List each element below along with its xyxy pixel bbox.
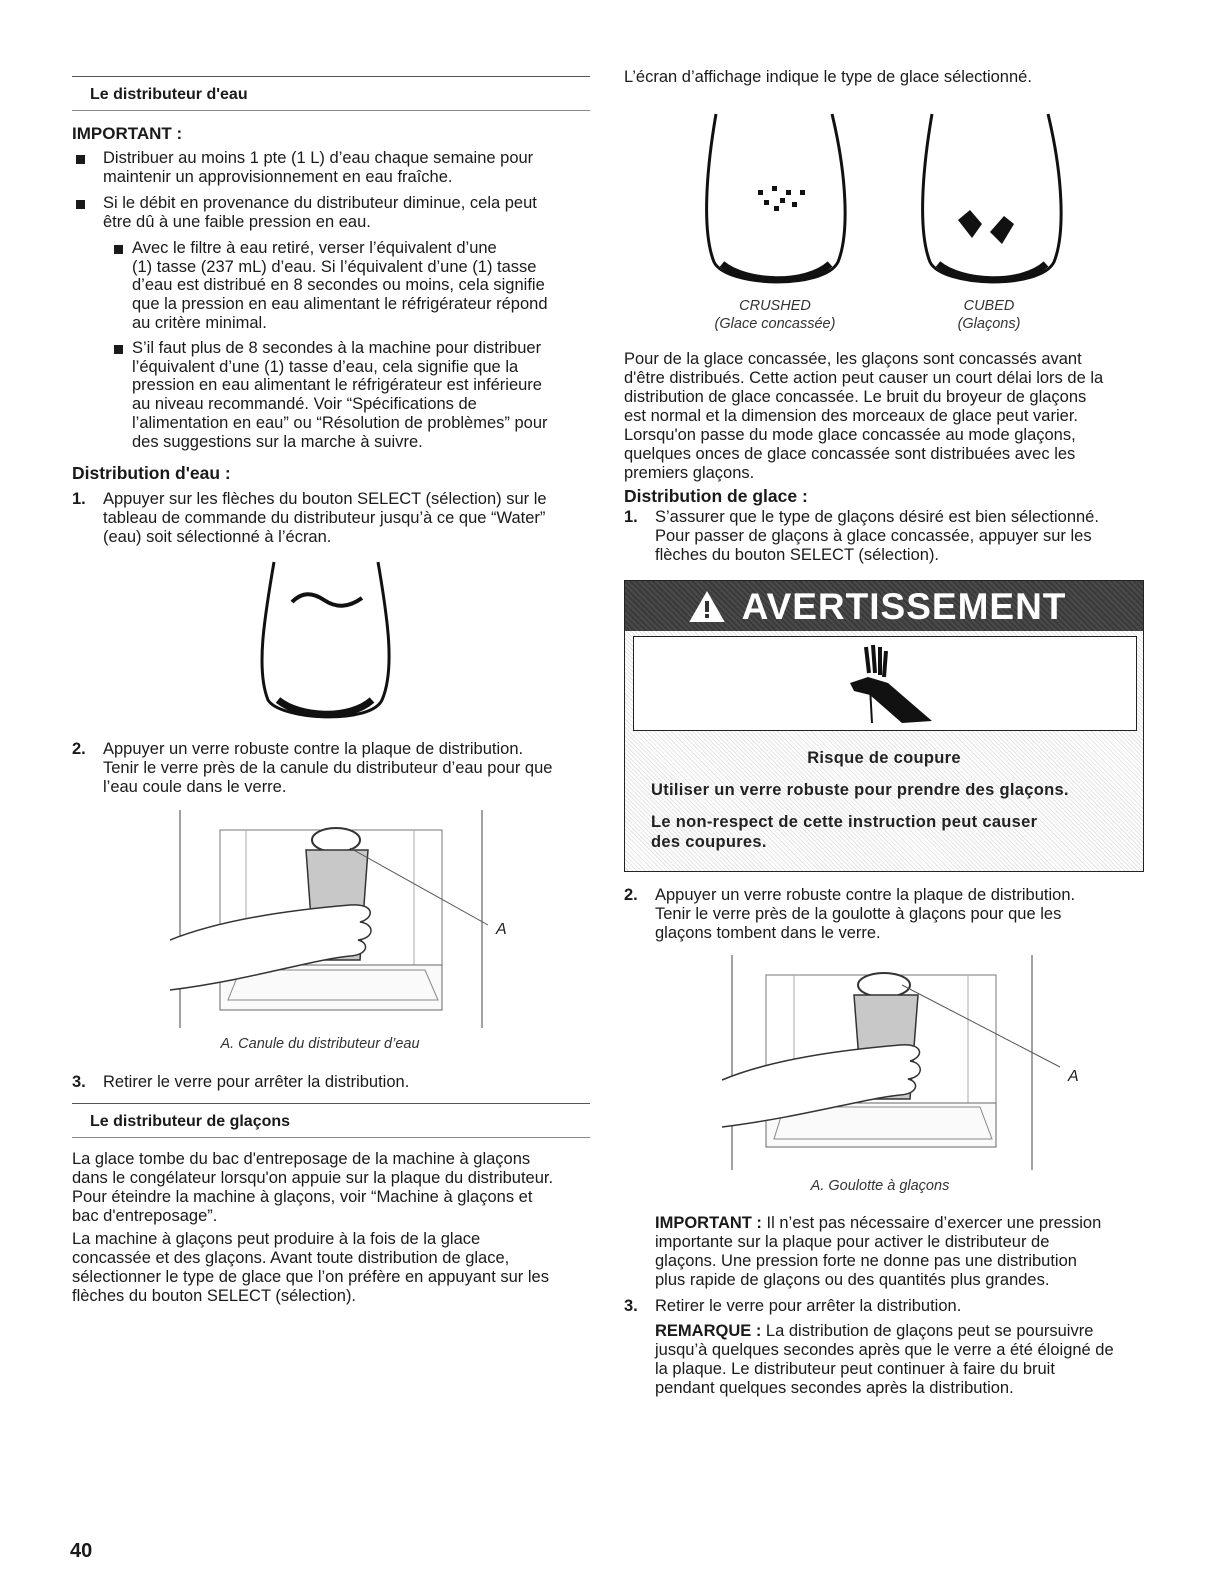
warning-banner	[625, 581, 1143, 631]
warning-box	[624, 580, 1144, 872]
warning-instruction: Utiliser un verre robuste pour prendre des glaçons.	[651, 781, 1069, 799]
important-note: IMPORTANT : Il n’est pas nécessaire d’exercer une pression importante sur la plaque pour activer le distributeur de glaçons. Une pression forte ne donne pas une distribution plus rapide de glaçons ou des quantités plus grandes.	[655, 1214, 1102, 1289]
section-rule	[72, 1103, 590, 1104]
step-number: 2.	[624, 886, 638, 904]
cubed-display-icon	[923, 114, 1062, 282]
warning-symbol-area	[633, 636, 1137, 731]
water-dispense-heading: Distribution d'eau :	[72, 463, 231, 483]
cubed-sublabel: (Glaçons)	[957, 316, 1021, 332]
warning-consequence: des coupures.	[651, 833, 767, 851]
intro-text: L’écran d’affichage indique le type de glace sélectionné.	[624, 68, 1032, 86]
bullet-mark	[114, 245, 123, 254]
step-number: 3.	[72, 1073, 86, 1091]
section-rule	[72, 110, 590, 111]
ice-dispenser-illustration	[722, 955, 1092, 1175]
sub-list-item: S’il faut plus de 8 secondes à la machine pour distribuer l’équivalent d’une (1) tasse d’eau, cela signifie que la pression en eau alimentant le réfrigérateur est inférieure au niveau recommandé. Voir “Spécifications de l’alimentation en eau” ou “Résolution de problèmes” pour des suggestions sur la marche à suivre.	[132, 339, 548, 451]
figure-caption: A. Canule du distributeur d’eau	[220, 1036, 420, 1052]
ice-display-icons	[700, 112, 1070, 302]
page-number: 40	[70, 1540, 93, 1562]
figure-caption: A. Goulotte à glaçons	[810, 1178, 950, 1194]
warning-consequence: Le non-respect de cette instruction peut causer	[651, 813, 1038, 831]
figure-label-a: A	[1068, 1068, 1079, 1085]
sub-list-item: Avec le filtre à eau retiré, verser l’équivalent d’une (1) tasse (237 mL) d’eau. Si l’équivalent d’une (1) tasse d’eau est distribué en 8 secondes ou moins, cela signifie que la pression en eau alimentant le réfrigérateur répond au critère minimal.	[132, 239, 548, 332]
step-number: 1.	[624, 508, 638, 526]
warning-title: AVERTISSEMENT	[741, 586, 1067, 627]
step-number: 2.	[72, 740, 86, 758]
step-text: Retirer le verre pour arrêter la distribution.	[103, 1073, 410, 1091]
important-heading: IMPORTANT :	[72, 124, 183, 143]
bullet-mark	[76, 155, 85, 164]
ice-section-title: Le distributeur de glaçons	[90, 1113, 291, 1130]
important-label: IMPORTANT :	[655, 1214, 762, 1232]
remarque-label: REMARQUE :	[655, 1322, 762, 1340]
crushed-sublabel: (Glace concassée)	[714, 316, 836, 332]
step-text: S’assurer que le type de glaçons désiré est bien sélectionné. Pour passer de glaçons à glace concassée, appuyer sur les flèches du bouton SELECT (sélection).	[655, 508, 1099, 564]
list-item: Si le débit en provenance du distributeur diminue, cela peut être dû à une faible pression en eau.	[103, 194, 537, 231]
crushed-display-icon	[707, 114, 846, 282]
ice-dispense-heading: Distribution de glace :	[624, 486, 808, 506]
step-number: 3.	[624, 1297, 638, 1315]
step-text: Appuyer un verre robuste contre la plaque de distribution. Tenir le verre près de la goulotte à glaçons pour que les glaçons tombent dans le verre.	[655, 886, 1076, 942]
step-text: Appuyer un verre robuste contre la plaque de distribution. Tenir le verre près de la canule du distributeur d’eau pour que l’eau coule dans le verre.	[103, 740, 553, 796]
section-rule	[72, 76, 590, 77]
remarque-note: REMARQUE : La distribution de glaçons peut se poursuivre jusqu’à quelques secondes après que le verre a été éloigné de la plaque. Le distributeur peut continuer à faire du bruit pendant quelques secondes après la distribution.	[655, 1322, 1114, 1397]
paragraph: La glace tombe du bac d'entreposage de la machine à glaçons dans le congélateur lorsqu'on appuie sur la plaque du distributeur. Pour éteindre la machine à glaçons, voir “Machine à glaçons et bac d'entreposage”.	[72, 1150, 554, 1225]
section-rule	[72, 1137, 590, 1138]
bullet-mark	[76, 200, 85, 209]
step-number: 1.	[72, 490, 86, 508]
step-text: Retirer le verre pour arrêter la distribution.	[655, 1297, 962, 1315]
water-dispenser-illustration	[170, 810, 520, 1030]
figure-label-a: A	[496, 921, 507, 938]
water-display-icon	[250, 560, 400, 730]
step-text: Appuyer sur les flèches du bouton SELECT (sélection) sur le tableau de commande du distributeur jusqu’à ce que “Water” (eau) soit sélectionné à l’écran.	[103, 490, 547, 546]
warning-risk: Risque de coupure	[807, 749, 961, 767]
bullet-mark	[114, 345, 123, 354]
paragraph: Pour de la glace concassée, les glaçons sont concassés avant d'être distribués. Cette action peut causer un court délai lors de la distribution de glace concassée. Le bruit du broyeur de glaçons est normal et la dimension des morceaux de glace peut varier. Lorsqu'on passe du mode glace concassée au mode glaçons, quelques onces de glace concassée sont distribuées avec les premiers glaçons.	[624, 350, 1104, 482]
cubed-label: CUBED	[963, 298, 1015, 314]
hand-cut-icon	[840, 643, 936, 725]
crushed-label: CRUSHED	[739, 298, 811, 314]
paragraph: La machine à glaçons peut produire à la fois de la glace concassée et des glaçons. Avant toute distribution de glace, sélectionner le type de glace que l’on préfère en appuyant sur les flèches du bouton SELECT (sélection).	[72, 1230, 549, 1305]
list-item: Distribuer au moins 1 pte (1 L) d’eau chaque semaine pour maintenir un approvisionnement en eau fraîche.	[103, 149, 534, 186]
water-section-title: Le distributeur d'eau	[90, 86, 248, 103]
